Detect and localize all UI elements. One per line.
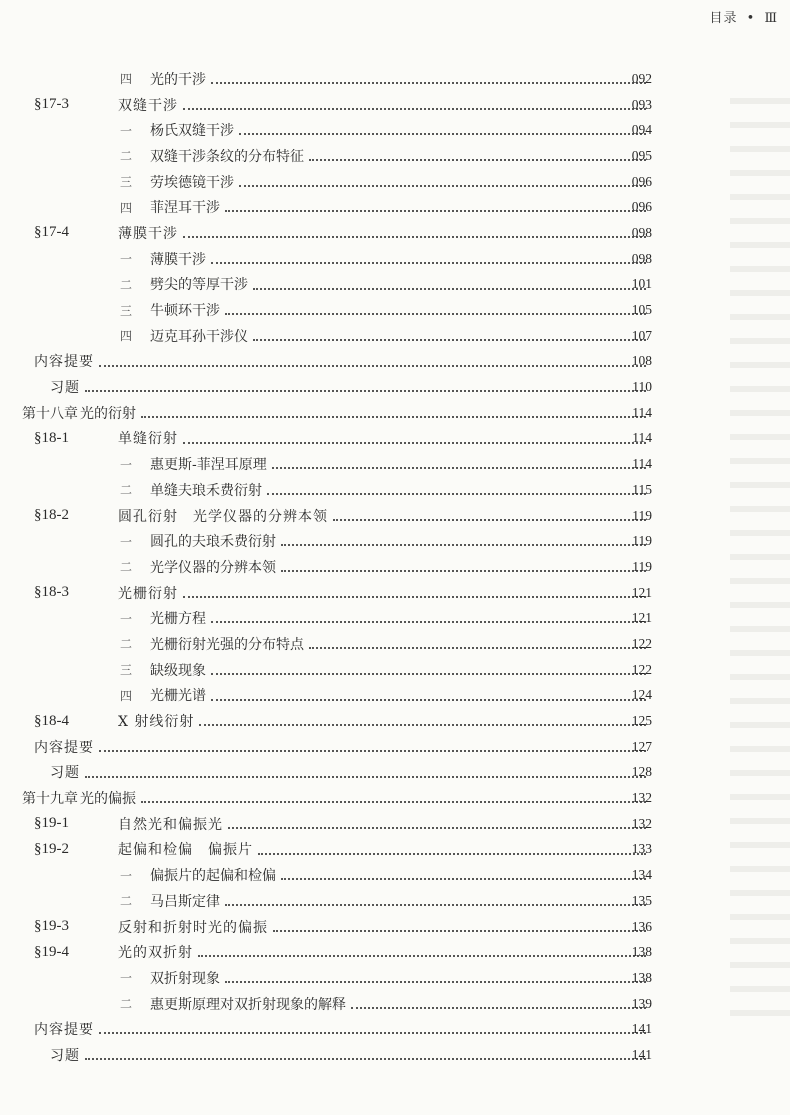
toc-summary-row[interactable] — [0, 374, 790, 400]
entry-title: 圆孔衍射 光学仪器的分辨本领 — [118, 506, 331, 526]
dot-leader — [253, 288, 646, 290]
table-of-contents — [0, 66, 790, 1068]
entry-number: 三 — [120, 303, 133, 318]
header-page-number: Ⅲ — [764, 11, 778, 26]
dot-leader — [183, 108, 646, 110]
toc-chapter-row[interactable] — [0, 400, 790, 426]
entry-number: §18-1 — [34, 429, 69, 446]
toc-section-row[interactable] — [0, 708, 790, 734]
dot-leader — [85, 1058, 646, 1060]
entry-title: 牛顿环干涉 — [150, 300, 223, 320]
entry-number: 二 — [120, 894, 133, 909]
entry-number: 四 — [120, 329, 133, 344]
dot-leader — [141, 801, 646, 803]
toc-subsection-row[interactable] — [0, 657, 790, 683]
running-header — [705, 7, 778, 26]
entry-number: 二 — [120, 997, 133, 1012]
entry-number: 一 — [120, 252, 133, 267]
header-section: 目录 — [709, 11, 738, 26]
entry-title: 光的双折射 — [118, 942, 196, 962]
toc-subsection-row[interactable] — [0, 117, 790, 143]
dot-leader — [99, 750, 646, 752]
toc-section-row[interactable] — [0, 914, 790, 940]
entry-page-number: 136 — [631, 918, 652, 934]
entry-number: 一 — [120, 611, 133, 626]
dot-leader — [99, 1032, 646, 1034]
entry-title: 光栅衍射 — [118, 583, 181, 603]
dot-leader — [239, 133, 646, 135]
entry-title: X 射线衍射 — [118, 711, 197, 731]
toc-subsection-row[interactable] — [0, 323, 790, 349]
entry-number: §17-4 — [34, 224, 69, 241]
entry-title: 单缝夫琅禾费衍射 — [150, 480, 265, 500]
entry-number: §18-3 — [34, 584, 69, 601]
toc-subsection-row[interactable] — [0, 862, 790, 888]
dot-leader — [351, 1007, 646, 1009]
entry-title: 光的衍射 — [80, 403, 139, 423]
toc-section-row[interactable] — [0, 503, 790, 529]
entry-title: 菲涅耳干涉 — [150, 197, 223, 217]
entry-page-number: 124 — [631, 687, 652, 703]
dot-leader — [85, 390, 646, 392]
entry-title: 内容提要 — [34, 351, 97, 371]
toc-subsection-row[interactable] — [0, 297, 790, 323]
dot-leader — [225, 210, 646, 212]
entry-page-number: 119 — [632, 558, 652, 574]
entry-number: §18-2 — [34, 507, 69, 524]
entry-title: 习题 — [50, 377, 83, 397]
entry-number: §19-2 — [34, 840, 69, 857]
entry-page-number: 138 — [631, 969, 652, 985]
entry-title: 劈尖的等厚干涉 — [150, 274, 251, 294]
dot-leader — [333, 519, 646, 521]
entry-page-number: 115 — [632, 481, 652, 497]
entry-page-number: 133 — [631, 841, 652, 857]
entry-title: 劳埃德镜干涉 — [150, 172, 237, 192]
entry-title: 光栅衍射光强的分布特点 — [150, 634, 307, 654]
entry-page-number: 132 — [631, 815, 652, 831]
entry-title: 杨氏双缝干涉 — [150, 120, 237, 140]
dot-leader — [211, 673, 646, 675]
dot-leader — [239, 185, 646, 187]
toc-summary-row[interactable] — [0, 1016, 790, 1042]
toc-subsection-row[interactable] — [0, 991, 790, 1017]
entry-number: 二 — [120, 637, 133, 652]
dot-leader — [281, 544, 646, 546]
entry-number: §19-3 — [34, 918, 69, 935]
entry-number: 三 — [120, 663, 133, 678]
entry-title: 双缝干涉 — [118, 95, 181, 115]
entry-page-number: 119 — [632, 533, 652, 549]
toc-subsection-row[interactable] — [0, 554, 790, 580]
entry-number: §18-4 — [34, 712, 69, 729]
toc-section-row[interactable] — [0, 426, 790, 452]
toc-section-row[interactable] — [0, 811, 790, 837]
toc-section-row[interactable] — [0, 580, 790, 606]
entry-page-number: 105 — [631, 302, 652, 318]
entry-page-number: 092 — [631, 70, 652, 86]
toc-chapter-row[interactable] — [0, 785, 790, 811]
dot-leader — [281, 878, 646, 880]
entry-page-number: 125 — [631, 713, 652, 729]
dot-leader — [272, 467, 646, 469]
entry-page-number: 138 — [631, 944, 652, 960]
entry-title: 偏振片的起偏和检偏 — [150, 865, 279, 885]
entry-page-number: 095 — [631, 147, 652, 163]
entry-title: 反射和折射时光的偏振 — [118, 917, 271, 937]
dot-leader — [211, 621, 646, 623]
entry-title: 缺级现象 — [150, 660, 209, 680]
dot-leader — [281, 570, 646, 572]
entry-number: 四 — [120, 72, 133, 87]
dot-leader — [309, 647, 646, 649]
entry-number: 二 — [120, 560, 133, 575]
entry-number: 二 — [120, 483, 133, 498]
entry-number: 四 — [120, 200, 133, 215]
entry-title: 惠更斯原理对双折射现象的解释 — [150, 994, 349, 1014]
entry-title: 习题 — [50, 1045, 83, 1065]
dot-leader — [211, 82, 646, 84]
entry-number: 第十八章 — [22, 405, 78, 422]
dot-leader — [85, 776, 646, 778]
dot-leader — [211, 699, 646, 701]
entry-number: §17-3 — [34, 96, 69, 113]
dot-leader — [228, 827, 646, 829]
toc-subsection-row[interactable] — [0, 888, 790, 914]
dot-leader — [141, 416, 646, 418]
entry-title: 惠更斯-菲涅耳原理 — [150, 454, 270, 474]
toc-summary-row[interactable] — [0, 349, 790, 375]
entry-title: 光的干涉 — [150, 69, 209, 89]
entry-page-number: 107 — [631, 327, 652, 343]
entry-title: 内容提要 — [34, 1019, 97, 1039]
toc-section-row[interactable] — [0, 92, 790, 118]
toc-subsection-row[interactable] — [0, 477, 790, 503]
entry-page-number: 121 — [631, 610, 652, 626]
entry-page-number: 119 — [632, 507, 652, 523]
entry-page-number: 121 — [631, 584, 652, 600]
toc-subsection-row[interactable] — [0, 272, 790, 298]
entry-number: 四 — [120, 688, 133, 703]
entry-title: 习题 — [50, 762, 83, 782]
entry-page-number: 096 — [631, 199, 652, 215]
dot-leader — [273, 930, 646, 932]
dot-leader — [225, 904, 646, 906]
entry-page-number: 096 — [631, 173, 652, 189]
entry-title: 自然光和偏振光 — [118, 814, 226, 834]
toc-section-row[interactable] — [0, 220, 790, 246]
toc-subsection-row[interactable] — [0, 528, 790, 554]
toc-subsection-row[interactable] — [0, 66, 790, 92]
dot-leader — [225, 981, 646, 983]
entry-number: 一 — [120, 123, 133, 138]
entry-title: 薄膜干涉 — [118, 223, 181, 243]
entry-title: 马吕斯定律 — [150, 891, 223, 911]
entry-page-number: 114 — [632, 404, 652, 420]
toc-subsection-row[interactable] — [0, 246, 790, 272]
dot-leader — [199, 724, 646, 726]
toc-summary-row[interactable] — [0, 734, 790, 760]
dot-leader — [183, 596, 646, 598]
entry-number: 二 — [120, 277, 133, 292]
entry-title: 迈克耳孙干涉仪 — [150, 326, 251, 346]
dot-leader — [183, 442, 646, 444]
toc-subsection-row[interactable] — [0, 631, 790, 657]
entry-number: 一 — [120, 971, 133, 986]
dot-leader — [198, 955, 646, 957]
entry-number: 三 — [120, 175, 133, 190]
entry-title: 薄膜干涉 — [150, 249, 209, 269]
entry-number: 一 — [120, 534, 133, 549]
entry-page-number: 101 — [631, 276, 652, 292]
entry-title: 内容提要 — [34, 737, 97, 757]
toc-summary-row[interactable] — [0, 760, 790, 786]
toc-subsection-row[interactable] — [0, 965, 790, 991]
dot-leader — [258, 853, 646, 855]
entry-title: 起偏和检偏 偏振片 — [118, 839, 256, 859]
entry-page-number: 139 — [631, 995, 652, 1011]
dot-leader — [309, 159, 646, 161]
toc-section-row[interactable] — [0, 837, 790, 863]
entry-title: 双折射现象 — [150, 968, 223, 988]
dot-leader — [267, 493, 646, 495]
toc-section-row[interactable] — [0, 939, 790, 965]
entry-page-number: 108 — [631, 353, 652, 369]
dot-leader — [99, 365, 646, 367]
entry-page-number: 132 — [631, 790, 652, 806]
entry-page-number: 127 — [631, 738, 652, 754]
entry-title: 光学仪器的分辨本领 — [150, 557, 279, 577]
entry-number: 第十九章 — [22, 791, 78, 808]
entry-title: 双缝干涉条纹的分布特征 — [150, 146, 307, 166]
entry-title: 光的偏振 — [80, 788, 139, 808]
entry-number: §19-4 — [34, 943, 69, 960]
entry-page-number: 114 — [632, 456, 652, 472]
entry-page-number: 098 — [631, 250, 652, 266]
toc-subsection-row[interactable] — [0, 683, 790, 709]
dot-leader — [225, 313, 646, 315]
entry-page-number: 141 — [631, 1021, 652, 1037]
dot-leader — [211, 262, 646, 264]
entry-title: 光栅光谱 — [150, 685, 209, 705]
dot-leader — [183, 236, 646, 238]
toc-subsection-row[interactable] — [0, 451, 790, 477]
entry-page-number: 134 — [631, 867, 652, 883]
dot-leader — [253, 339, 646, 341]
entry-number: 一 — [120, 868, 133, 883]
entry-title: 单缝衍射 — [118, 428, 181, 448]
entry-title: 光栅方程 — [150, 608, 209, 628]
entry-page-number: 110 — [632, 379, 652, 395]
entry-number: 一 — [120, 457, 133, 472]
entry-page-number: 135 — [631, 892, 652, 908]
entry-page-number: 122 — [631, 661, 652, 677]
entry-number: 二 — [120, 149, 133, 164]
toc-subsection-row[interactable] — [0, 194, 790, 220]
entry-page-number: 128 — [631, 764, 652, 780]
entry-title: 圆孔的夫琅禾费衍射 — [150, 531, 279, 551]
header-bullet: • — [746, 11, 756, 26]
toc-subsection-row[interactable] — [0, 143, 790, 169]
toc-subsection-row[interactable] — [0, 169, 790, 195]
entry-page-number: 098 — [631, 224, 652, 240]
entry-page-number: 114 — [632, 430, 652, 446]
entry-page-number: 122 — [631, 635, 652, 651]
entry-page-number: 093 — [631, 96, 652, 112]
entry-page-number: 141 — [631, 1046, 652, 1062]
toc-subsection-row[interactable] — [0, 605, 790, 631]
entry-page-number: 094 — [631, 122, 652, 138]
entry-number: §19-1 — [34, 815, 69, 832]
toc-summary-row[interactable] — [0, 1042, 790, 1068]
